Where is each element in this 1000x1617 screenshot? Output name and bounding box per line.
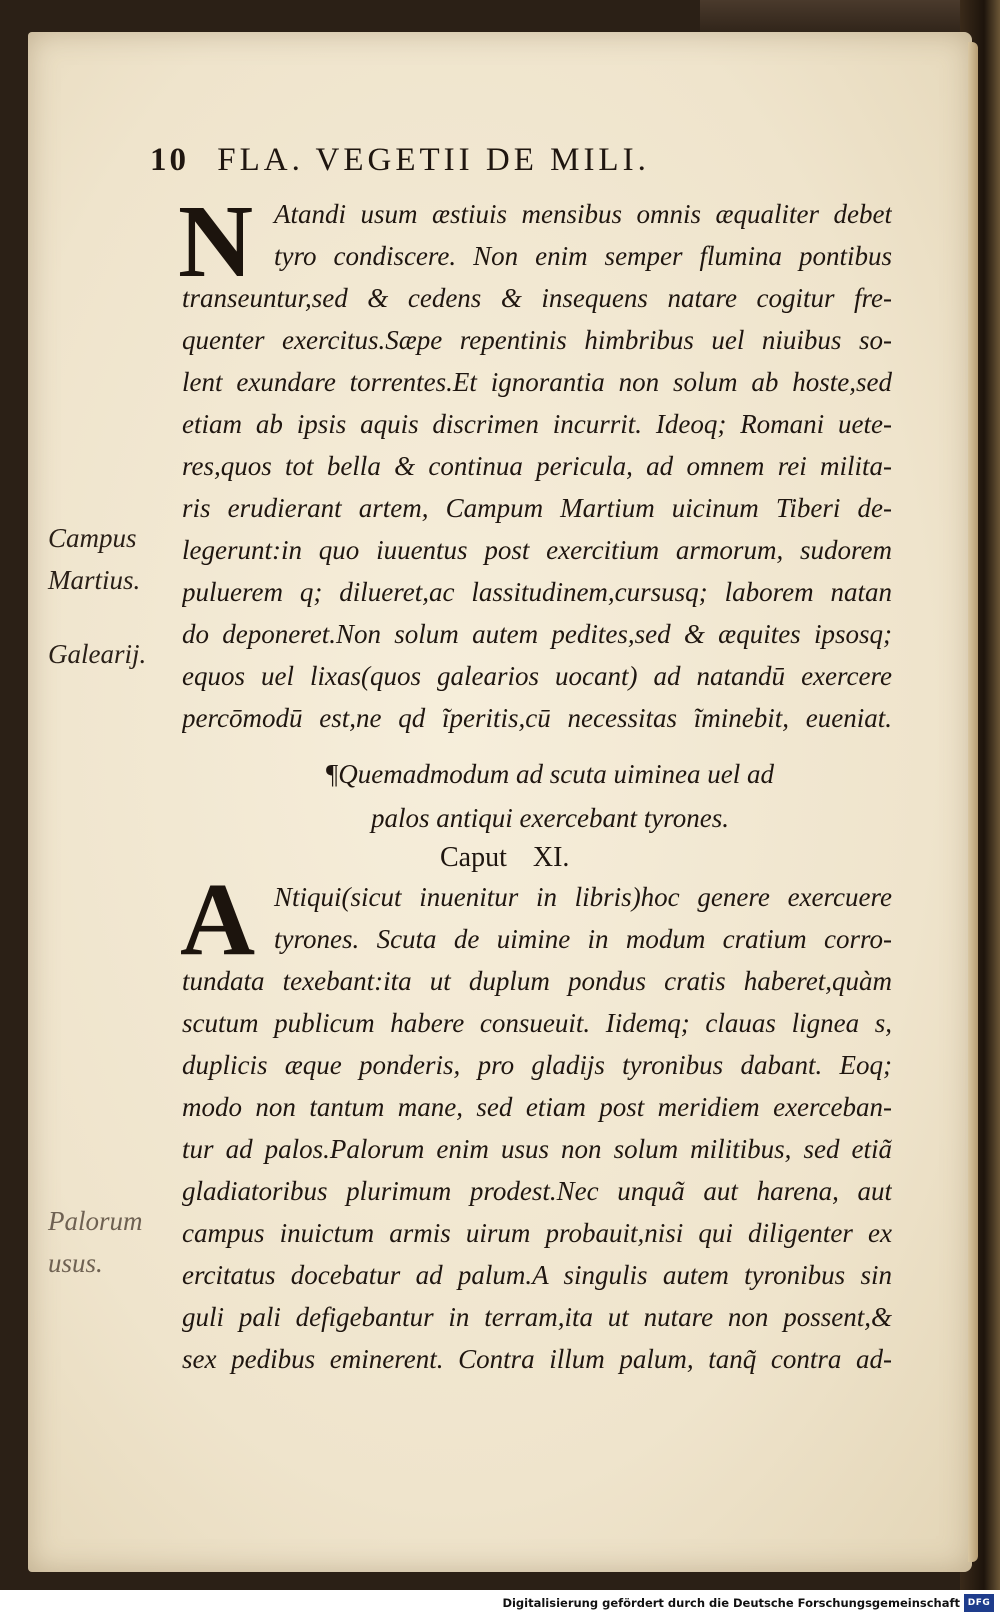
text-line: tur ad palos.Palorum enim usus non solum militibus, sed etiã	[182, 1134, 892, 1164]
initial-letter-n: N	[178, 184, 254, 299]
text-line: ercitatus docebatur ad palum.A singulis autem tyronibus sin	[182, 1260, 892, 1290]
text-line: res,quos tot bella & continua pericula, ad omnem rei milita-	[182, 451, 892, 481]
text-line: Ntiqui(sicut inuenitur in libris)hoc genere exercuere	[274, 882, 892, 912]
paragraph-antiqui	[182, 876, 892, 1380]
running-header	[150, 142, 790, 188]
marginal-note-palorum: Palorum	[48, 1206, 143, 1236]
text-line: modo non tantum mane, sed etiam post meridiem exerceban-	[182, 1092, 892, 1122]
text-line: gladiatoribus plurimum prodest.Nec unquã aut harena, aut	[182, 1176, 892, 1206]
text-line: do deponeret.Non solum autem pedites,sed & æquites ipsosq;	[182, 619, 892, 649]
text-line: transeuntur,sed & cedens & insequens natare cogitur fre-	[182, 283, 892, 313]
dfg-logo-icon: DFG	[964, 1594, 994, 1612]
folio-number: 10	[150, 142, 189, 178]
running-title: FLA. VEGETII DE MILI.	[217, 142, 650, 178]
text-line: ris erudierant artem, Campum Martium uicinum Tiberi de-	[182, 493, 892, 523]
chapter-heading	[250, 752, 850, 840]
initial-letter-a: A	[180, 862, 256, 977]
text-line: tyrones. Scuta de uimine in modum cratium corro-	[274, 924, 892, 954]
chapter-title-line	[250, 752, 850, 796]
text-line: lent exundare torrentes.Et ignorantia non solum ab hoste,sed	[182, 367, 892, 397]
footer-credit-bar	[0, 1590, 1000, 1617]
text-line: Atandi usum æstiuis mensibus omnis æqualiter debet	[274, 199, 892, 229]
chapter-title-line-1: Quemadmodum ad scuta uiminea uel ad	[338, 759, 774, 789]
chapter-title-line-2: palos antiqui exercebant tyrones.	[371, 803, 729, 833]
marginal-note-usus: usus.	[48, 1248, 103, 1278]
marginal-note-galearij: Galearij.	[48, 639, 147, 669]
text-line: guli pali defigebantur in terram,ita ut nutare non possent,&	[182, 1302, 892, 1332]
page-edge	[968, 42, 978, 1562]
text-line: legerunt:in quo iuuentus post exercitium armorum, sudorem	[182, 535, 892, 565]
caput-word: Caput	[440, 842, 507, 873]
text-line: scutum publicum habere consueuit. Iidemq; clauas lignea s,	[182, 1008, 892, 1038]
text-line: quenter exercitus.Sæpe repentinis himbribus uel niuibus so-	[182, 325, 892, 355]
text-line: campus inuictum armis uirum probauit,nisi qui diligenter ex	[182, 1218, 892, 1248]
text-line: percōmodū est,ne qd ĩperitis,cū necessitas ĩminebit, eueniat.	[182, 703, 892, 733]
caput-label	[440, 842, 740, 874]
footer-credit-text: Digitalisierung gefördert durch die Deutsche Forschungsgemeinschaft	[502, 1596, 960, 1610]
paragraph-natandi	[182, 193, 892, 739]
pilcrow-mark: ¶	[326, 759, 339, 789]
text-line: tundata texebant:ita ut duplum pondus cratis haberet,quàm	[182, 966, 892, 996]
text-line: equos uel lixas(quos galearios uocant) ad natandū exercere	[182, 661, 892, 691]
text-line: tyro condiscere. Non enim semper flumina pontibus	[274, 241, 892, 271]
text-line: etiam ab ipsis aquis discrimen incurrit. Ideoq; Romani uete-	[182, 409, 892, 439]
text-line: sex pedibus eminerent. Contra illum palum, tanq̃ contra ad-	[182, 1344, 892, 1374]
marginal-note-campus: Campus	[48, 523, 137, 553]
marginal-note-martius: Martius.	[48, 565, 141, 595]
text-line: duplicis æque ponderis, pro gladijs tyronibus dabant. Eoq;	[182, 1050, 892, 1080]
caput-number: XI.	[532, 842, 570, 873]
text-line: puluerem q; dilueret,ac lassitudinem,cursusq; laborem natan	[182, 577, 892, 607]
